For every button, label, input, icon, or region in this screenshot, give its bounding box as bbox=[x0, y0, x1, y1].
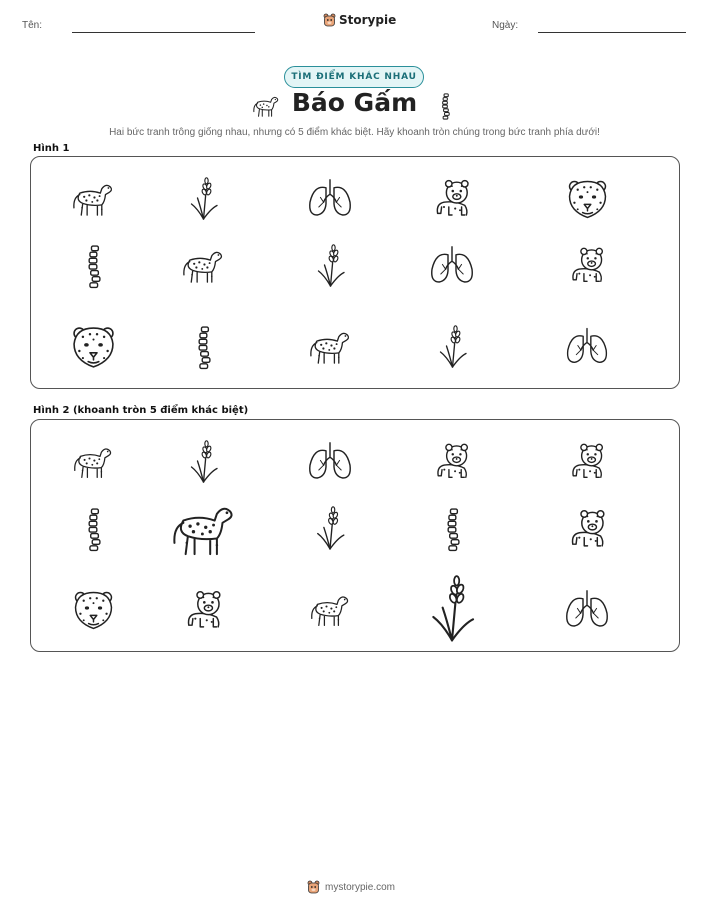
leopard-cub-icon bbox=[429, 439, 475, 485]
leopard-icon bbox=[252, 92, 280, 120]
leopard-icon bbox=[71, 177, 115, 221]
picture-2-label: Hình 2 (khoanh tròn 5 điểm khác biệt) bbox=[33, 405, 249, 416]
lungs-icon bbox=[563, 586, 611, 634]
picture-cell[interactable] bbox=[63, 580, 123, 640]
leopard-face-icon bbox=[67, 321, 120, 374]
picture-cell[interactable] bbox=[422, 499, 482, 559]
picture-cell[interactable] bbox=[63, 432, 123, 492]
picture-cell[interactable] bbox=[173, 580, 233, 640]
leopard-cub-icon bbox=[564, 439, 610, 485]
title-spine-icon bbox=[431, 92, 459, 124]
spine-icon bbox=[70, 506, 116, 552]
spine-icon bbox=[431, 92, 459, 120]
spine-icon bbox=[70, 243, 116, 289]
leopard-face-icon bbox=[69, 586, 118, 635]
spine-icon bbox=[180, 324, 226, 370]
picture-cell[interactable] bbox=[300, 432, 360, 492]
date-field[interactable] bbox=[538, 32, 686, 33]
name-label: Tên: bbox=[22, 20, 43, 31]
picture-cell[interactable] bbox=[173, 432, 233, 492]
page-title: Báo Gấm bbox=[291, 88, 418, 117]
picture-cell[interactable] bbox=[63, 499, 123, 559]
leopard-icon bbox=[309, 589, 351, 631]
lungs-icon bbox=[428, 242, 476, 290]
picture-cell[interactable] bbox=[300, 236, 360, 296]
date-label: Ngày: bbox=[492, 20, 519, 31]
picture-cell[interactable] bbox=[173, 236, 233, 296]
picture-cell[interactable] bbox=[173, 317, 233, 377]
wheat-icon bbox=[181, 177, 226, 222]
brand-name: Storypie bbox=[339, 13, 397, 27]
lungs-icon bbox=[564, 324, 610, 370]
name-field[interactable] bbox=[72, 32, 255, 33]
lungs-icon bbox=[306, 438, 354, 486]
picture-cell[interactable] bbox=[300, 169, 360, 229]
lungs-icon bbox=[306, 175, 354, 223]
wheat-icon bbox=[430, 325, 475, 370]
title-leopard-icon bbox=[252, 92, 280, 124]
bear-mascot-icon bbox=[323, 13, 336, 27]
wheat-icon bbox=[308, 244, 353, 289]
picture-cell[interactable] bbox=[173, 499, 233, 559]
picture-cell[interactable] bbox=[422, 580, 482, 640]
picture-cell[interactable] bbox=[557, 499, 617, 559]
picture-1-panel[interactable] bbox=[30, 156, 680, 389]
picture-cell[interactable] bbox=[557, 236, 617, 296]
bear-mascot-icon bbox=[307, 880, 320, 894]
leopard-icon bbox=[308, 325, 352, 369]
leopard-face-icon bbox=[563, 175, 612, 224]
leopard-cub-icon bbox=[564, 243, 610, 289]
picture-1-label: Hình 1 bbox=[33, 143, 70, 154]
wheat-icon bbox=[307, 506, 353, 552]
instructions: Hai bức tranh trông giống nhau, nhưng có 5 điểm khác biệt. Hãy khoanh tròn chúng trong bức tranh phía dưới! bbox=[109, 127, 600, 138]
leopard-icon bbox=[181, 244, 225, 288]
picture-cell[interactable] bbox=[557, 580, 617, 640]
leopard-icon bbox=[72, 441, 114, 483]
picture-cell[interactable] bbox=[63, 317, 123, 377]
picture-cell[interactable] bbox=[173, 169, 233, 229]
footer bbox=[307, 880, 395, 894]
picture-2-panel[interactable] bbox=[30, 419, 680, 652]
picture-cell[interactable] bbox=[300, 317, 360, 377]
picture-cell[interactable] bbox=[300, 499, 360, 559]
picture-cell[interactable] bbox=[63, 236, 123, 296]
picture-cell[interactable] bbox=[422, 169, 482, 229]
picture-cell[interactable] bbox=[557, 432, 617, 492]
picture-cell[interactable] bbox=[557, 169, 617, 229]
footer-url: mystorypie.com bbox=[325, 881, 396, 893]
spine-icon bbox=[429, 506, 475, 552]
picture-cell[interactable] bbox=[300, 580, 360, 640]
wheat-icon bbox=[417, 575, 487, 645]
picture-cell[interactable] bbox=[422, 432, 482, 492]
leopard-cub-icon bbox=[563, 505, 612, 554]
picture-cell[interactable] bbox=[422, 317, 482, 377]
picture-cell[interactable] bbox=[422, 236, 482, 296]
wheat-icon bbox=[181, 440, 226, 485]
leopard-cub-icon bbox=[179, 586, 228, 635]
leopard-cub-icon bbox=[428, 175, 476, 223]
activity-badge: TÌM ĐIỂM KHÁC NHAU bbox=[284, 66, 424, 88]
picture-cell[interactable] bbox=[63, 169, 123, 229]
picture-cell[interactable] bbox=[557, 317, 617, 377]
brand-logo bbox=[323, 13, 396, 27]
leopard-icon bbox=[170, 496, 237, 563]
